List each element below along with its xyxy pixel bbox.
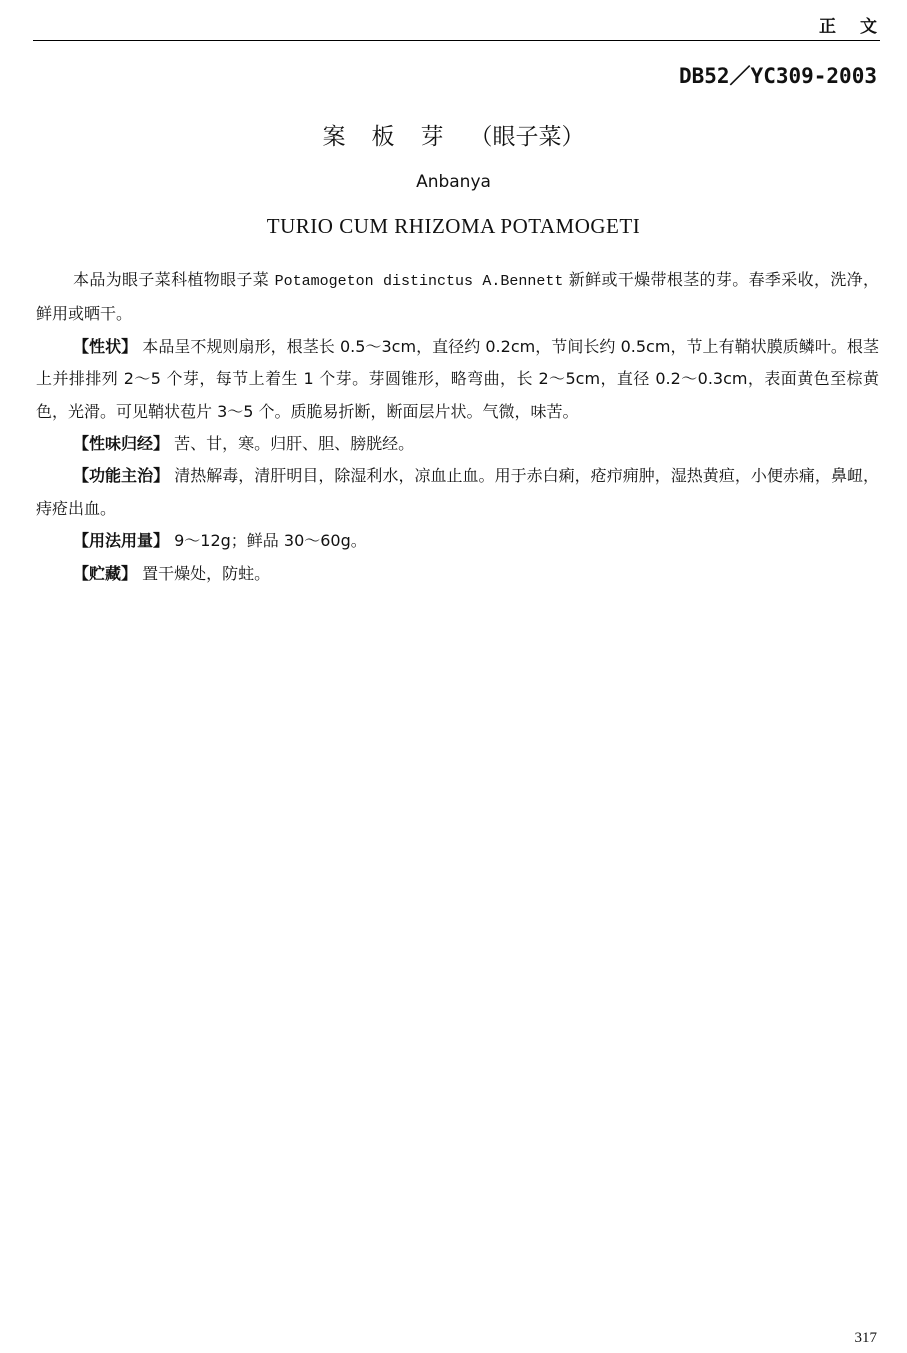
title-chinese (0, 118, 907, 151)
standard-number: DB52／YC309-2003 (678, 64, 877, 88)
title-chinese-alias: （眼子菜） (469, 124, 585, 150)
title-latin: TURIO CUM RHIZOMA POTAMOGETI (266, 214, 641, 238)
title-chinese-main: 案板芽 (322, 124, 470, 150)
function-label: 【功能主治】 (73, 466, 170, 486)
section-header: 正文 (819, 17, 901, 37)
intro-text-before: 本品为眼子菜科植物眼子菜 (73, 270, 275, 289)
characters-paragraph (36, 331, 879, 428)
usage-label: 【用法用量】 (73, 531, 170, 551)
title-pinyin: Anbanya (416, 172, 491, 192)
page-number: 317 (854, 1330, 877, 1346)
storage-paragraph (36, 558, 879, 590)
storage-text: 置干燥处，防蛀。 (137, 563, 271, 583)
usage-text: 9～12g；鲜品 30～60g。 (169, 531, 367, 551)
nature-label: 【性味归经】 (73, 434, 170, 454)
intro-latin-name: Potamogeton distinctus A.Bennett (274, 273, 564, 290)
intro-text-after: 新鲜或干燥带根茎的芽。春季采收，洗净，鲜用或晒干。 (36, 270, 880, 324)
storage-label: 【贮藏】 (73, 563, 138, 583)
monograph-body (36, 264, 879, 590)
characters-text: 本品呈不规则扇形，根茎长 0.5～3cm，直径约 0.2cm，节间长约 0.5cm，节上有鞘状膜质鳞叶。根茎上并排排列 2～5 个芽，每节上着生 1 个芽。芽圆锥形，略弯曲，长 2～5cm，直径 0.2～0.3cm，表面黄色至棕黄色，光滑。可见鞘状苞片 3～5 个。质脆易折断，断面层片状。气微，味苦。 (36, 336, 879, 421)
nature-paragraph (36, 428, 879, 460)
characters-label: 【性状】 (73, 336, 138, 356)
function-text: 清热解毒，清肝明目，除湿利水，凉血止血。用于赤白痢，疮疖痈肿，湿热黄疸，小便赤痛，鼻衄，痔疮出血。 (36, 466, 879, 518)
nature-text: 苦、甘，寒。归肝、胆、膀胱经。 (169, 434, 415, 454)
header-rule (33, 40, 880, 41)
function-paragraph (36, 460, 879, 525)
usage-paragraph (36, 525, 879, 557)
intro-paragraph (36, 264, 879, 331)
